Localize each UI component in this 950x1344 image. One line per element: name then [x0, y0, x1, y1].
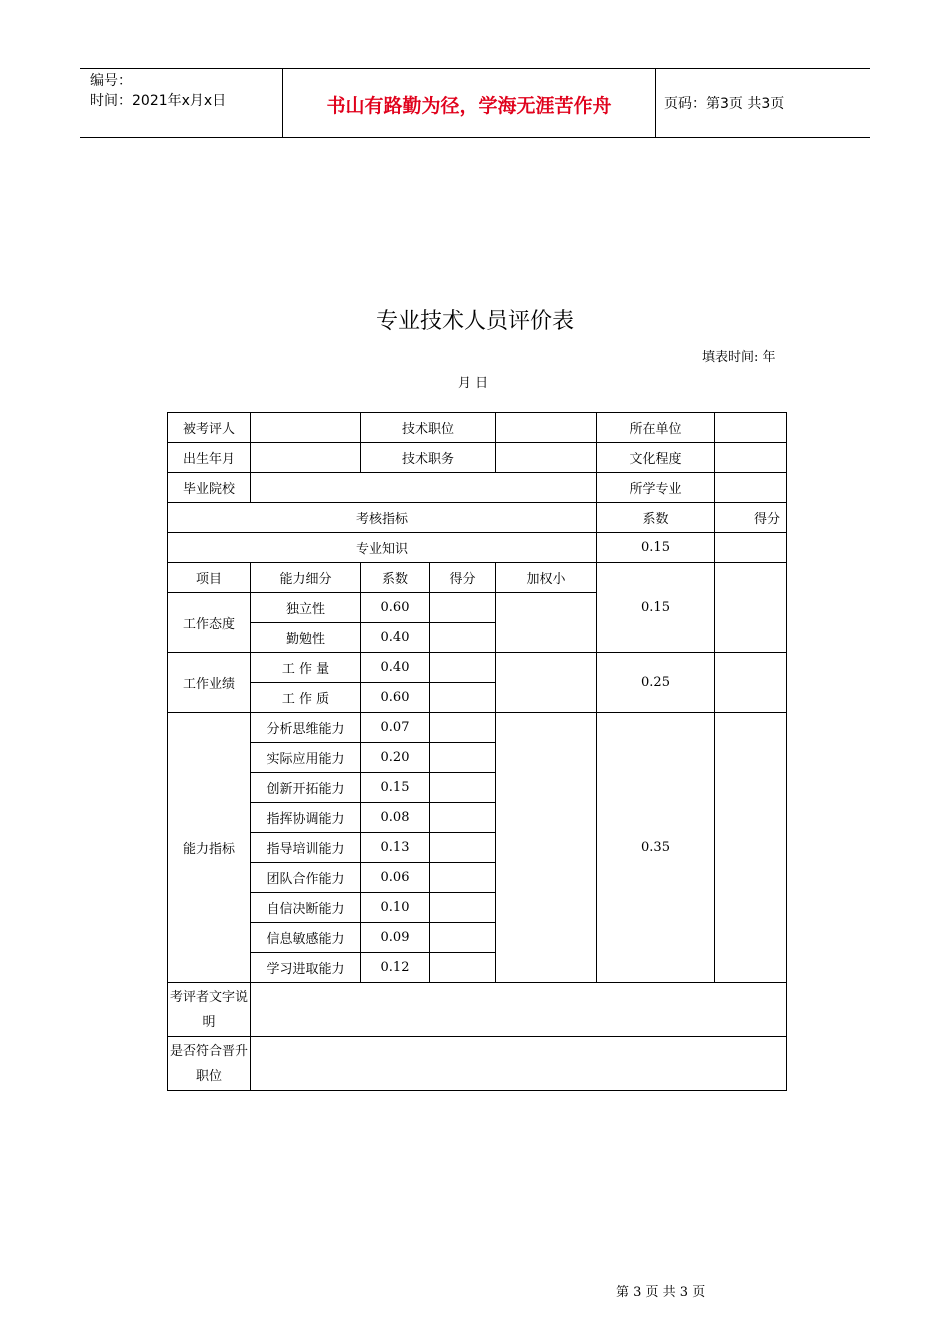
ability-coef: 0.40	[361, 623, 430, 653]
ability-coef: 0.06	[361, 863, 430, 893]
ability-score[interactable]	[430, 653, 496, 683]
evaluation-table	[167, 412, 787, 1091]
unit-value[interactable]	[715, 413, 787, 443]
tech-duty-label: 技术职务	[361, 443, 496, 473]
ability-score[interactable]	[430, 683, 496, 713]
weighted-subtotal[interactable]	[496, 713, 597, 983]
ability-name: 自信决断能力	[251, 893, 361, 923]
header-motto: 书山有路勤为径，学海无涯苦作舟	[326, 95, 612, 117]
ability-coef: 0.09	[361, 923, 430, 953]
tech-position-label: 技术职位	[361, 413, 496, 443]
group-score[interactable]	[715, 713, 787, 983]
table-row	[168, 713, 787, 743]
table-row	[168, 653, 787, 683]
header-page-info: 页码：第3页 共3页	[664, 96, 785, 112]
knowledge-coef: 0.15	[597, 533, 715, 563]
header-left	[90, 71, 226, 111]
group-name: 能力指标	[168, 713, 251, 983]
ability-name: 勤勉性	[251, 623, 361, 653]
group-coef: 0.35	[597, 713, 715, 983]
table-row	[168, 413, 787, 443]
group-name: 工作态度	[168, 593, 251, 653]
group-score[interactable]	[715, 653, 787, 713]
major-value[interactable]	[715, 473, 787, 503]
ability-score[interactable]	[430, 923, 496, 953]
ability-coef: 0.40	[361, 653, 430, 683]
promotion-value[interactable]	[251, 1037, 787, 1091]
ability-detail-header: 能力细分	[251, 563, 361, 593]
unit-label: 所在单位	[597, 413, 715, 443]
reviewer-note-value[interactable]	[251, 983, 787, 1037]
ability-score[interactable]	[430, 593, 496, 623]
birth-value[interactable]	[251, 443, 361, 473]
knowledge-label: 专业知识	[168, 533, 597, 563]
table-row	[168, 533, 787, 563]
school-value[interactable]	[251, 473, 597, 503]
page-title: 专业技术人员评价表	[375, 309, 574, 334]
promotion-label: 是否符合晋升职位	[168, 1037, 251, 1091]
score-header: 得分	[715, 503, 787, 533]
tech-position-value[interactable]	[496, 413, 597, 443]
ability-name: 指导培训能力	[251, 833, 361, 863]
weighted-subtotal[interactable]	[496, 653, 597, 713]
table-row	[168, 1037, 787, 1091]
candidate-value[interactable]	[251, 413, 361, 443]
table-row	[168, 983, 787, 1037]
group-coef: 0.15	[597, 563, 715, 653]
ability-name: 独立性	[251, 593, 361, 623]
tech-duty-value[interactable]	[496, 443, 597, 473]
ability-coef: 0.12	[361, 953, 430, 983]
weighted-subtotal[interactable]	[496, 593, 597, 653]
ability-score[interactable]	[430, 743, 496, 773]
sub-score-header: 得分	[430, 563, 496, 593]
ability-name: 工 作 质	[251, 683, 361, 713]
ability-score[interactable]	[430, 773, 496, 803]
ability-name: 指挥协调能力	[251, 803, 361, 833]
code-label: 编号：	[90, 73, 132, 89]
reviewer-note-label: 考评者文字说明	[168, 983, 251, 1037]
table-row	[168, 563, 787, 593]
ability-name: 团队合作能力	[251, 863, 361, 893]
ability-name: 学习进取能力	[251, 953, 361, 983]
ability-score[interactable]	[430, 803, 496, 833]
ability-name: 工 作 量	[251, 653, 361, 683]
ability-name: 信息敏感能力	[251, 923, 361, 953]
ability-score[interactable]	[430, 833, 496, 863]
ability-coef: 0.07	[361, 713, 430, 743]
ability-score[interactable]	[430, 713, 496, 743]
major-label: 所学专业	[597, 473, 715, 503]
ability-score[interactable]	[430, 953, 496, 983]
group-score[interactable]	[715, 563, 787, 653]
candidate-label: 被考评人	[168, 413, 251, 443]
ability-score[interactable]	[430, 623, 496, 653]
ability-name: 创新开拓能力	[251, 773, 361, 803]
ability-coef: 0.20	[361, 743, 430, 773]
indicator-header: 考核指标	[168, 503, 597, 533]
header-divider	[655, 69, 656, 137]
page-footer: 第 3 页 共 3 页	[616, 1285, 706, 1300]
ability-name: 实际应用能力	[251, 743, 361, 773]
ability-coef: 0.10	[361, 893, 430, 923]
ability-coef: 0.60	[361, 683, 430, 713]
group-coef: 0.25	[597, 653, 715, 713]
item-header: 项目	[168, 563, 251, 593]
ability-coef: 0.08	[361, 803, 430, 833]
fill-time: 填表时间: 年	[702, 350, 776, 365]
ability-coef: 0.13	[361, 833, 430, 863]
table-row	[168, 443, 787, 473]
group-name: 工作业绩	[168, 653, 251, 713]
coef-header: 系数	[597, 503, 715, 533]
ability-name: 分析思维能力	[251, 713, 361, 743]
school-label: 毕业院校	[168, 473, 251, 503]
page-header	[80, 68, 870, 138]
education-label: 文化程度	[597, 443, 715, 473]
table-row	[168, 503, 787, 533]
ability-coef: 0.15	[361, 773, 430, 803]
ability-score[interactable]	[430, 893, 496, 923]
time-line: 时间：2021年x月x日	[90, 93, 227, 109]
knowledge-score[interactable]	[715, 533, 787, 563]
fill-date: 月 日	[458, 376, 489, 391]
ability-coef: 0.60	[361, 593, 430, 623]
weighted-header: 加权小	[496, 563, 597, 593]
birth-label: 出生年月	[168, 443, 251, 473]
sub-coef-header: 系数	[361, 563, 430, 593]
education-value[interactable]	[715, 443, 787, 473]
table-row	[168, 473, 787, 503]
ability-score[interactable]	[430, 863, 496, 893]
